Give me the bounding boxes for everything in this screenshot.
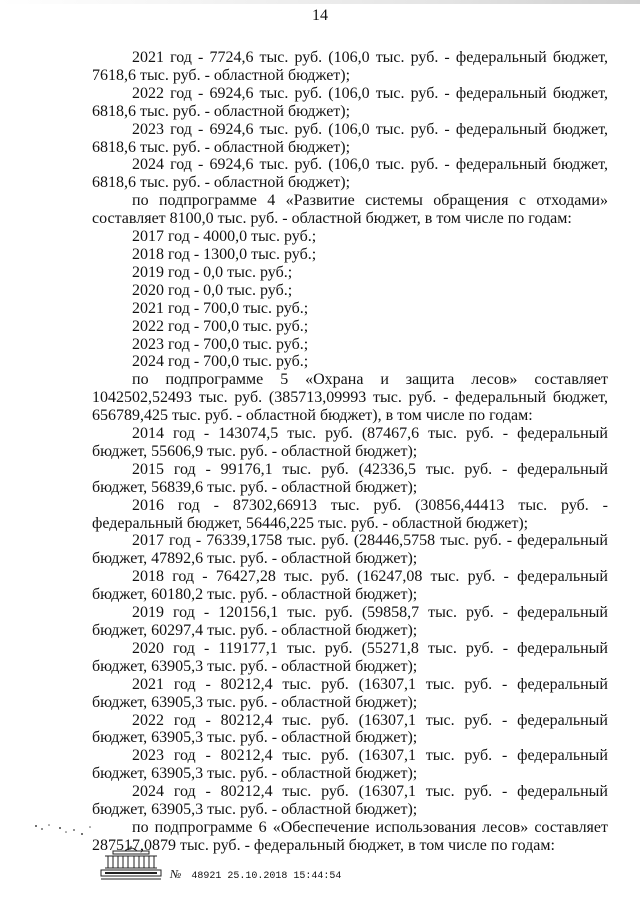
year-line: 2019 год - 0,0 тыс. руб.; bbox=[132, 263, 293, 281]
government-building-stamp-icon bbox=[99, 845, 163, 881]
year-paragraph: 2016 год - 87302,66913 тыс. руб. (30856,44413 тыс. руб. - федеральный бюджет, 56446,225 тыс. руб. - областной бюджет); bbox=[92, 496, 608, 532]
year-paragraph: 2014 год - 143074,5 тыс. руб. (87467,6 тыс. руб. - федеральный бюджет, 55606,9 тыс. руб. - областной бюджет); bbox=[92, 425, 608, 460]
year-paragraph: 2018 год - 76427,28 тыс. руб. (16247,08 тыс. руб. - федеральный бюджет, 60180,2 тыс. руб. - областной бюджет); bbox=[92, 568, 608, 604]
paragraph: 2022 год - 6924,6 тыс. руб. (106,0 тыс. руб. - федеральный бюджет, 6818,6 тыс. руб. - областной бюджет); bbox=[92, 84, 608, 120]
paragraph: по подпрограмме 5 «Охрана и защита лесов» составляет 1042502,52493 тыс. руб. (385713,09993 тыс. руб. - федеральный бюджет, 656789,425 тыс. руб. - областной бюджет), в том числе по годам: bbox=[92, 371, 608, 425]
forest-years-list bbox=[92, 425, 608, 819]
year-line: 2023 год - 700,0 тыс. руб.; bbox=[132, 335, 309, 353]
year-paragraph: 2021 год - 80212,4 тыс. руб. (16307,1 тыс. руб. - федеральный бюджет, 63905,3 тыс. руб. - областной бюджет); bbox=[92, 675, 608, 711]
document-body bbox=[92, 49, 608, 855]
waste-years-list bbox=[92, 228, 608, 371]
year-line: 2020 год - 0,0 тыс. руб.; bbox=[132, 281, 293, 299]
registration-number: 48921 bbox=[191, 871, 222, 882]
year-line: 2018 год - 1300,0 тыс. руб.; bbox=[132, 245, 317, 263]
registration-footer bbox=[170, 867, 341, 882]
year-paragraph: 2024 год - 80212,4 тыс. руб. (16307,1 тыс. руб. - федеральный бюджет, 63905,3 тыс. руб. - областной бюджет); bbox=[92, 783, 608, 819]
year-paragraph: 2015 год - 99176,1 тыс. руб. (42336,5 тыс. руб. - федеральный бюджет, 56839,6 тыс. руб. - областной бюджет); bbox=[92, 460, 608, 496]
scan-edge bbox=[0, 0, 640, 4]
year-paragraph: 2023 год - 80212,4 тыс. руб. (16307,1 тыс. руб. - федеральный бюджет, 63905,3 тыс. руб. - областной бюджет); bbox=[92, 747, 608, 783]
year-line: 2017 год - 4000,0 тыс. руб.; bbox=[132, 228, 317, 246]
paragraph: по подпрограмме 6 «Обеспечение использования лесов» составляет 287517,0879 тыс. руб. - федеральный бюджет, в том числе по годам: bbox=[92, 818, 608, 854]
scan-specks bbox=[30, 816, 100, 842]
year-line: 2021 год - 700,0 тыс. руб.; bbox=[132, 299, 309, 317]
registration-datetime: 25.10.2018 15:44:54 bbox=[227, 871, 342, 882]
paragraph: 2021 год - 7724,6 тыс. руб. (106,0 тыс. руб. - федеральный бюджет, 7618,6 тыс. руб. - областной бюджет); bbox=[92, 49, 608, 84]
page-number: 14 bbox=[312, 7, 328, 24]
paragraph: по подпрограмме 4 «Развитие системы обращения с отходами» составляет 8100,0 тыс. руб. - областной бюджет, в том числе по годам: bbox=[92, 192, 608, 228]
year-paragraph: 2022 год - 80212,4 тыс. руб. (16307,1 тыс. руб. - федеральный бюджет, 63905,3 тыс. руб. - областной бюджет); bbox=[92, 711, 608, 747]
year-paragraph: 2020 год - 119177,1 тыс. руб. (55271,8 тыс. руб. - федеральный бюджет, 63905,3 тыс. руб. - областной бюджет); bbox=[92, 639, 608, 675]
year-paragraph: 2017 год - 76339,1758 тыс. руб. (28446,5758 тыс. руб. - федеральный бюджет, 47892,6 тыс. руб. - областной бюджет); bbox=[92, 532, 608, 568]
paragraph: 2024 год - 6924,6 тыс. руб. (106,0 тыс. руб. - федеральный бюджет, 6818,6 тыс. руб. - областной бюджет); bbox=[92, 156, 608, 192]
paragraph: 2023 год - 6924,6 тыс. руб. (106,0 тыс. руб. - федеральный бюджет, 6818,6 тыс. руб. - областной бюджет); bbox=[92, 120, 608, 156]
year-line: 2022 год - 700,0 тыс. руб.; bbox=[132, 317, 309, 335]
number-sign: № bbox=[170, 867, 182, 881]
year-paragraph: 2019 год - 120156,1 тыс. руб. (59858,7 тыс. руб. - федеральный бюджет, 60297,4 тыс. руб. - областной бюджет); bbox=[92, 604, 608, 639]
year-line: 2024 год - 700,0 тыс. руб.; bbox=[132, 353, 309, 371]
